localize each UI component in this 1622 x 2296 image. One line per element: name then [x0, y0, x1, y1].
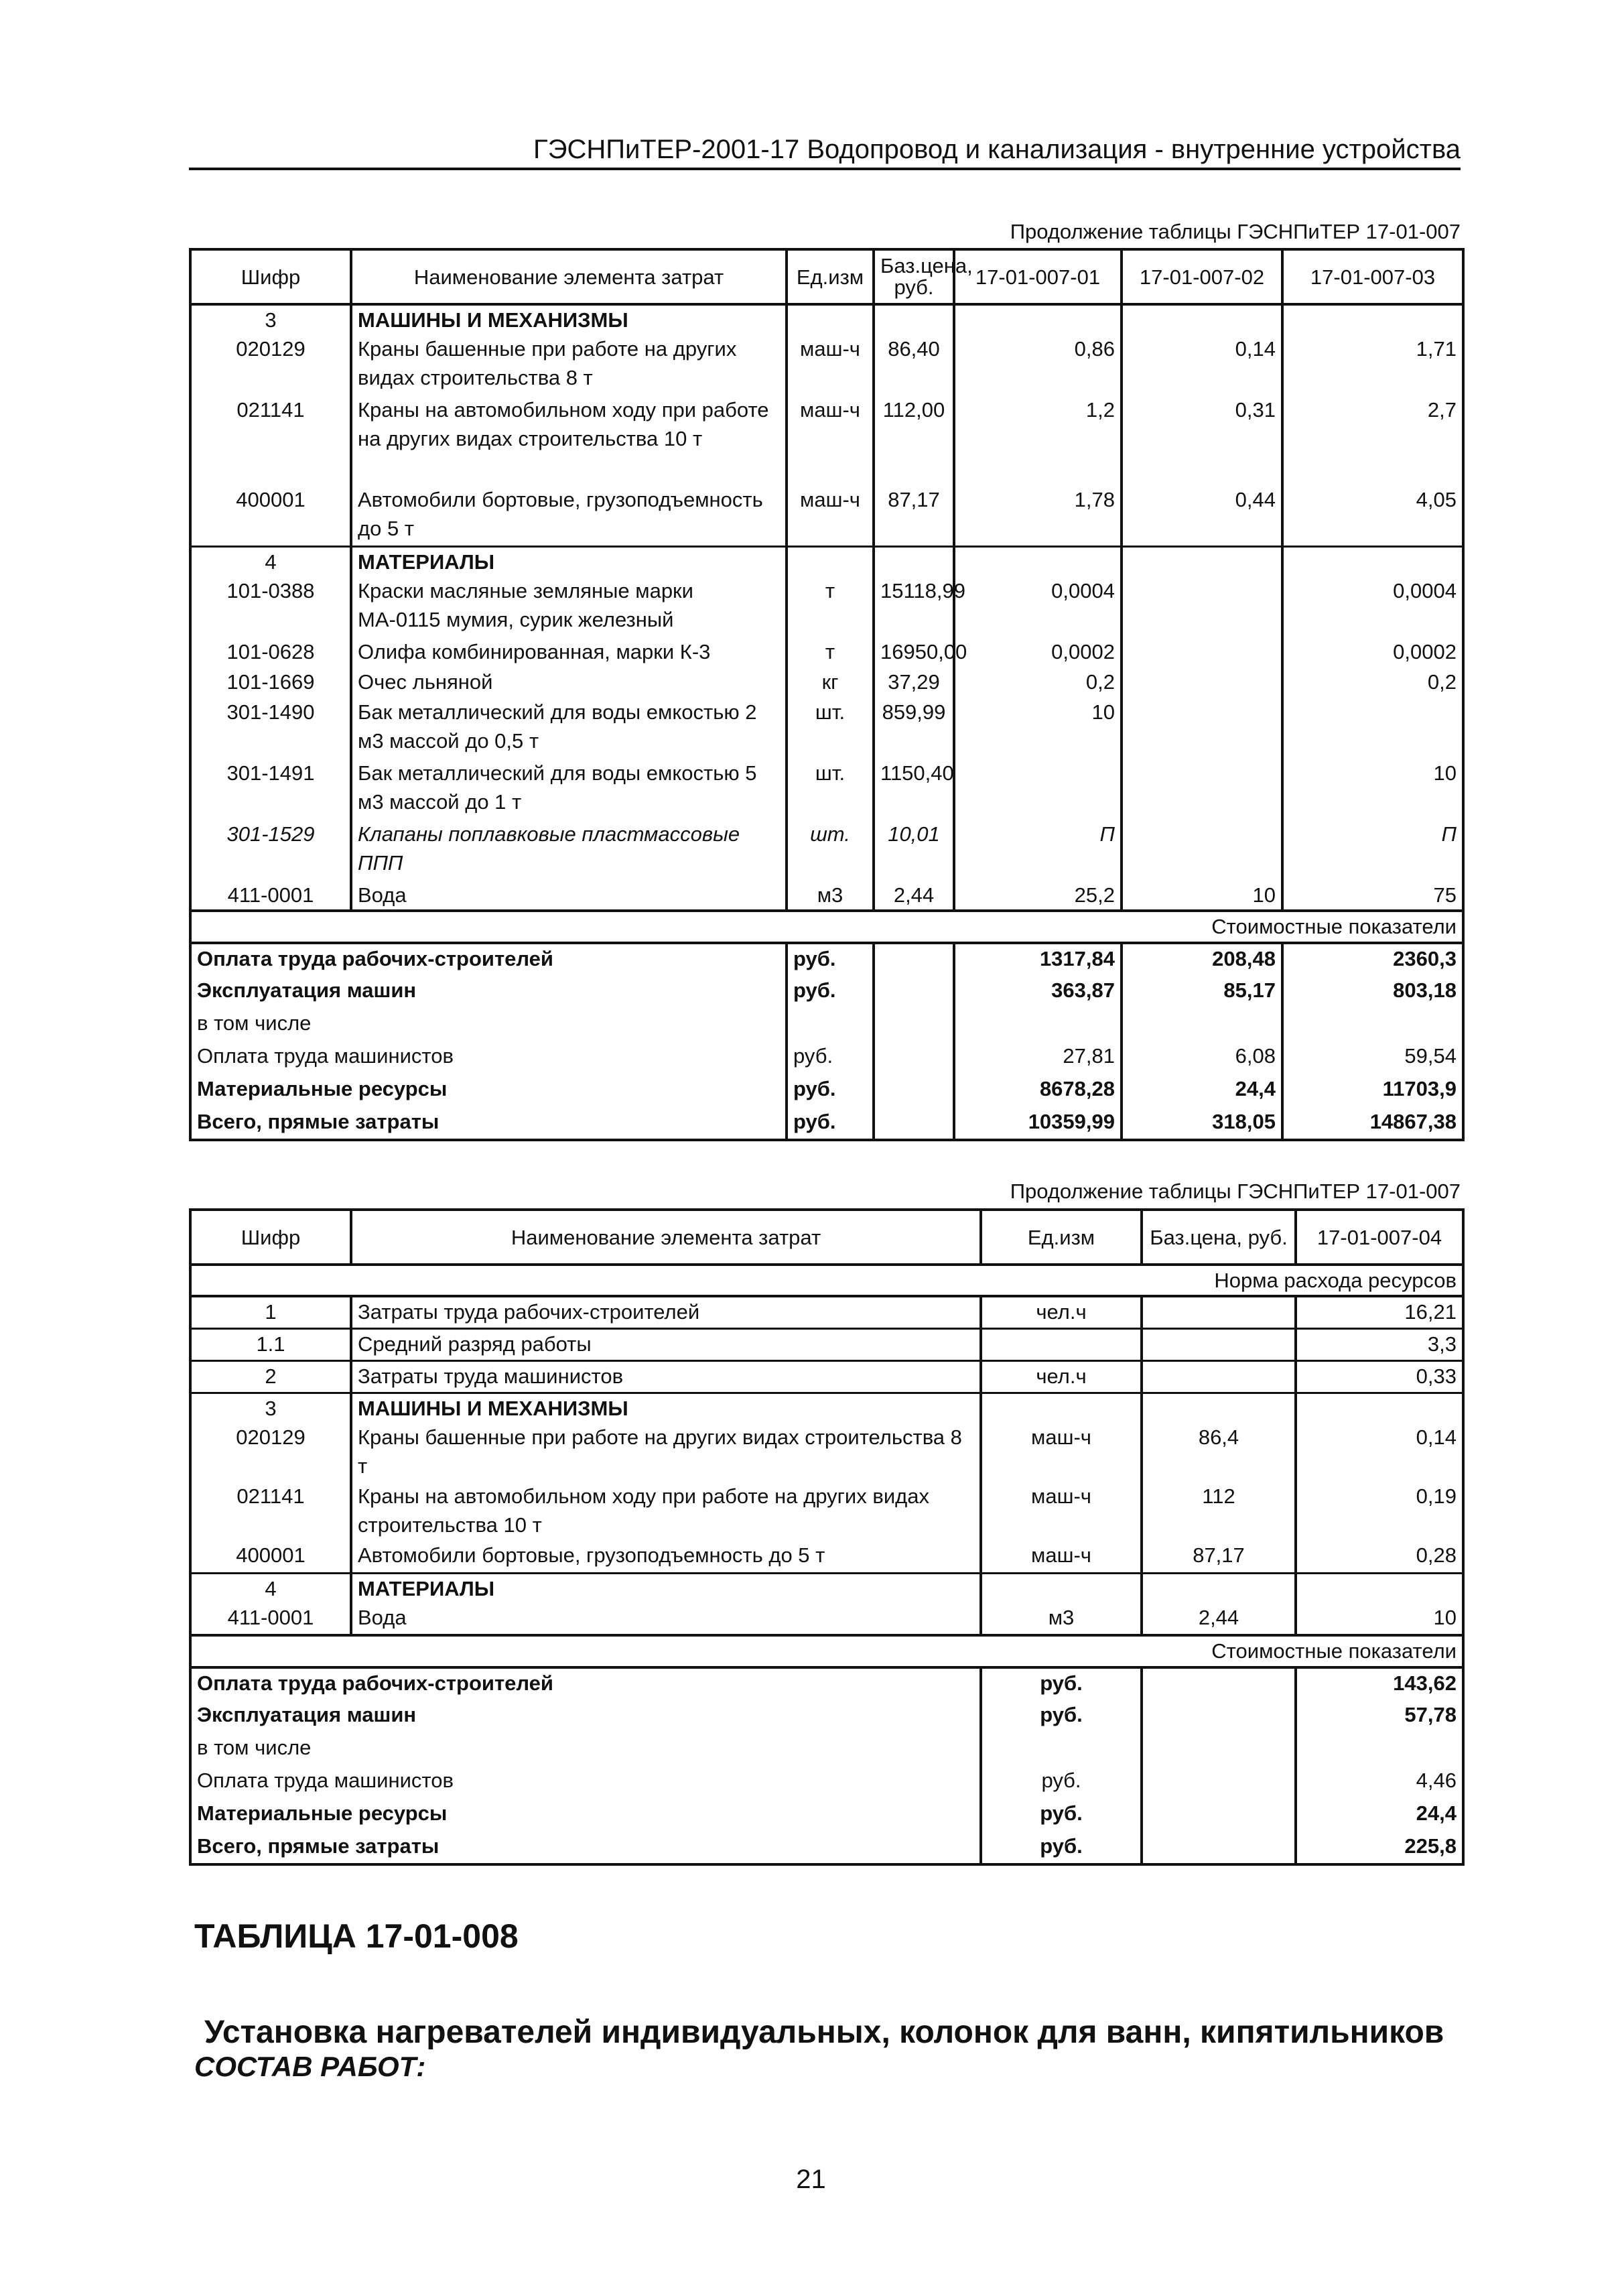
- row-value-3: П: [1282, 820, 1463, 881]
- row-code: 101-0628: [190, 637, 351, 667]
- summary-row: [190, 1009, 1463, 1041]
- table-row: [190, 1393, 1463, 1423]
- summary-value-1: 363,87: [954, 976, 1122, 1009]
- row-code: 021141: [190, 1482, 351, 1541]
- summary-value-4: 143,62: [1296, 1667, 1463, 1700]
- summary-unit: руб.: [981, 1832, 1142, 1864]
- summary-unit: руб.: [981, 1700, 1142, 1733]
- row-unit: [981, 1393, 1142, 1423]
- row-unit: м3: [981, 1603, 1142, 1635]
- row-price: [1142, 1360, 1296, 1393]
- row-price: 86,40: [874, 334, 954, 395]
- row-name: Затраты труда машинистов: [351, 1360, 981, 1393]
- row-value-2: 0,31: [1122, 395, 1282, 485]
- row-value-4: 0,19: [1296, 1482, 1463, 1541]
- stat-label: Стоимостные показатели: [190, 1635, 1463, 1667]
- summary-empty: [1142, 1667, 1296, 1700]
- row-unit: шт.: [787, 698, 874, 759]
- row-value-4: [1296, 1393, 1463, 1423]
- row-code: 2: [190, 1360, 351, 1393]
- table-row: [190, 1573, 1463, 1603]
- row-value-1: 0,86: [954, 334, 1122, 395]
- row-value-4: 0,28: [1296, 1541, 1463, 1573]
- row-value-1: П: [954, 820, 1122, 881]
- summary-value-2: 6,08: [1122, 1041, 1282, 1074]
- row-value-1: 0,0004: [954, 576, 1122, 637]
- row-value-1: 25,2: [954, 881, 1122, 911]
- table-row: [190, 637, 1463, 667]
- summary-unit: [981, 1733, 1142, 1766]
- summary-unit: руб.: [787, 1074, 874, 1107]
- row-code: 101-0388: [190, 576, 351, 637]
- row-code: 400001: [190, 1541, 351, 1573]
- row-price: [1142, 1296, 1296, 1328]
- summary-empty: [874, 1009, 954, 1041]
- row-value-3: [1282, 546, 1463, 576]
- summary-empty: [874, 943, 954, 976]
- summary-value-4: 57,78: [1296, 1700, 1463, 1733]
- row-unit: т: [787, 637, 874, 667]
- summary-empty: [874, 1041, 954, 1074]
- summary-row: [190, 976, 1463, 1009]
- col-price-header: Баз.цена, руб.: [1142, 1210, 1296, 1265]
- row-value-3: 75: [1282, 881, 1463, 911]
- row-value-2: [1122, 698, 1282, 759]
- row-price: 2,44: [1142, 1603, 1296, 1635]
- table-row: [190, 1360, 1463, 1393]
- summary-value-2: 85,17: [1122, 976, 1282, 1009]
- table-row: [190, 1296, 1463, 1328]
- table-row: [190, 667, 1463, 698]
- row-name: Бак металлический для воды емкостью 2 м3 массой до 0,5 т: [351, 698, 787, 759]
- summary-row: [190, 1832, 1463, 1864]
- table-row: [190, 576, 1463, 637]
- row-name: Вода: [351, 881, 787, 911]
- summary-unit: руб.: [787, 943, 874, 976]
- row-name: Очес льняной: [351, 667, 787, 698]
- summary-label: Всего, прямые затраты: [190, 1107, 787, 1140]
- summary-unit: [787, 1009, 874, 1041]
- summary-value-1: 27,81: [954, 1041, 1122, 1074]
- summary-empty: [1142, 1766, 1296, 1799]
- row-unit: маш-ч: [787, 334, 874, 395]
- summary-row: [190, 1074, 1463, 1107]
- summary-label: Оплата труда рабочих-строителей: [190, 943, 787, 976]
- row-name: Бак металлический для воды емкостью 5 м3 массой до 1 т: [351, 759, 787, 820]
- table2-stat-row: [190, 1635, 1463, 1667]
- row-code: 101-1669: [190, 667, 351, 698]
- row-price: 112: [1142, 1482, 1296, 1541]
- row-code: 1.1: [190, 1328, 351, 1360]
- summary-value-4: 4,46: [1296, 1766, 1463, 1799]
- summary-row: [190, 1799, 1463, 1832]
- row-value-3: [1282, 698, 1463, 759]
- row-code: 020129: [190, 1423, 351, 1482]
- table-row: [190, 1541, 1463, 1573]
- summary-unit: руб.: [981, 1766, 1142, 1799]
- summary-value-1: 8678,28: [954, 1074, 1122, 1107]
- summary-value-4: [1296, 1733, 1463, 1766]
- row-price: [1142, 1573, 1296, 1603]
- summary-empty: [874, 1107, 954, 1140]
- summary-label: Материальные ресурсы: [190, 1799, 981, 1832]
- summary-value-1: 10359,99: [954, 1107, 1122, 1140]
- summary-value-1: 1317,84: [954, 943, 1122, 976]
- col-code-header: Шифр: [190, 1210, 351, 1265]
- row-unit: [981, 1328, 1142, 1360]
- row-value-3: 4,05: [1282, 485, 1463, 546]
- row-price: 112,00: [874, 395, 954, 485]
- row-unit: кг: [787, 667, 874, 698]
- table-row: [190, 759, 1463, 820]
- row-value-2: [1122, 820, 1282, 881]
- row-price: 859,99: [874, 698, 954, 759]
- section-subtitle: Установка нагревателей индивидуальных, колонок для ванн, кипятильников: [204, 2015, 1444, 2050]
- row-code: 411-0001: [190, 1603, 351, 1635]
- table-row: [190, 1482, 1463, 1541]
- norm-label: Норма расхода ресурсов: [190, 1265, 1463, 1296]
- summary-label: Оплата труда рабочих-строителей: [190, 1667, 981, 1700]
- col-c3-header: 17-01-007-03: [1282, 249, 1463, 304]
- summary-value-3: 59,54: [1282, 1041, 1463, 1074]
- row-value-2: [1122, 667, 1282, 698]
- summary-value-3: 2360,3: [1282, 943, 1463, 976]
- row-code: 3: [190, 304, 351, 334]
- row-unit: маш-ч: [981, 1482, 1142, 1541]
- row-code: 021141: [190, 395, 351, 485]
- summary-value-4: 225,8: [1296, 1832, 1463, 1864]
- row-value-3: 2,7: [1282, 395, 1463, 485]
- row-value-2: 0,14: [1122, 334, 1282, 395]
- summary-label: Оплата труда машинистов: [190, 1766, 981, 1799]
- row-price: [1142, 1393, 1296, 1423]
- table-row: [190, 304, 1463, 334]
- row-value-2: [1122, 304, 1282, 334]
- summary-empty: [1142, 1832, 1296, 1864]
- row-value-3: 10: [1282, 759, 1463, 820]
- row-name: Затраты труда рабочих-строителей: [351, 1296, 981, 1328]
- row-price: [874, 304, 954, 334]
- row-code: 301-1529: [190, 820, 351, 881]
- summary-value-4: 24,4: [1296, 1799, 1463, 1832]
- table1-continuation: Продолжение таблицы ГЭСНПиТЕР 17-01-007: [1010, 220, 1461, 243]
- row-name: МАТЕРИАЛЫ: [351, 1573, 981, 1603]
- row-price: 10,01: [874, 820, 954, 881]
- summary-label: Эксплуатация машин: [190, 976, 787, 1009]
- row-code: 3: [190, 1393, 351, 1423]
- row-name: Краны башенные при работе на других видах строительства 8 т: [351, 334, 787, 395]
- summary-value-3: 14867,38: [1282, 1107, 1463, 1140]
- summary-row: [190, 1733, 1463, 1766]
- row-unit: м3: [787, 881, 874, 911]
- row-price: 15118,99: [874, 576, 954, 637]
- col-c4-header: 17-01-007-04: [1296, 1210, 1463, 1265]
- row-price: [1142, 1328, 1296, 1360]
- row-value-1: 0,2: [954, 667, 1122, 698]
- row-unit: маш-ч: [981, 1541, 1142, 1573]
- col-unit-header: Ед.изм: [787, 249, 874, 304]
- row-name: Средний разряд работы: [351, 1328, 981, 1360]
- row-name: МАТЕРИАЛЫ: [351, 546, 787, 576]
- row-value-1: 1,78: [954, 485, 1122, 546]
- row-value-4: 3,3: [1296, 1328, 1463, 1360]
- row-value-4: 16,21: [1296, 1296, 1463, 1328]
- col-c2-header: 17-01-007-02: [1122, 249, 1282, 304]
- row-value-2: [1122, 637, 1282, 667]
- summary-value-2: 24,4: [1122, 1074, 1282, 1107]
- summary-value-2: 318,05: [1122, 1107, 1282, 1140]
- row-value-4: [1296, 1573, 1463, 1603]
- row-code: 400001: [190, 485, 351, 546]
- summary-empty: [1142, 1700, 1296, 1733]
- summary-empty: [874, 1074, 954, 1107]
- row-name: Клапаны поплавковые пластмассовые ППП: [351, 820, 787, 881]
- row-value-2: [1122, 546, 1282, 576]
- row-value-1: 10: [954, 698, 1122, 759]
- summary-unit: руб.: [981, 1799, 1142, 1832]
- table-row: [190, 546, 1463, 576]
- summary-value-2: [1122, 1009, 1282, 1041]
- summary-empty: [1142, 1799, 1296, 1832]
- table-row: [190, 485, 1463, 546]
- row-value-4: 0,33: [1296, 1360, 1463, 1393]
- summary-label: Материальные ресурсы: [190, 1074, 787, 1107]
- col-name-header: Наименование элемента затрат: [351, 249, 787, 304]
- row-value-2: 0,44: [1122, 485, 1282, 546]
- table-row: [190, 881, 1463, 911]
- row-value-3: 0,0004: [1282, 576, 1463, 637]
- row-unit: [787, 546, 874, 576]
- col-c1-header: 17-01-007-01: [954, 249, 1122, 304]
- row-value-3: 1,71: [1282, 334, 1463, 395]
- summary-unit: руб.: [787, 1041, 874, 1074]
- table-row: [190, 1423, 1463, 1482]
- page-header: [189, 133, 1461, 170]
- row-price: 87,17: [1142, 1541, 1296, 1573]
- row-price: 2,44: [874, 881, 954, 911]
- row-value-1: [954, 304, 1122, 334]
- row-code: 4: [190, 1573, 351, 1603]
- table1: [189, 248, 1465, 1141]
- row-name: Краны на автомобильном ходу при работе на других видах строительства 10 т: [351, 1482, 981, 1541]
- row-price: 37,29: [874, 667, 954, 698]
- col-price-header: Баз.цена, руб.: [874, 249, 954, 304]
- row-code: 4: [190, 546, 351, 576]
- summary-value-3: 803,18: [1282, 976, 1463, 1009]
- row-name: Вода: [351, 1603, 981, 1635]
- row-unit: т: [787, 576, 874, 637]
- row-price: 86,4: [1142, 1423, 1296, 1482]
- row-value-1: [954, 759, 1122, 820]
- table2: [189, 1208, 1465, 1866]
- col-name-header: Наименование элемента затрат: [351, 1210, 981, 1265]
- table-row: [190, 1603, 1463, 1635]
- row-value-1: [954, 546, 1122, 576]
- row-value-1: 1,2: [954, 395, 1122, 485]
- summary-value-1: [954, 1009, 1122, 1041]
- summary-label: в том числе: [190, 1009, 787, 1041]
- row-unit: [981, 1573, 1142, 1603]
- row-name: МАШИНЫ И МЕХАНИЗМЫ: [351, 1393, 981, 1423]
- summary-row: [190, 1041, 1463, 1074]
- table-row: [190, 395, 1463, 485]
- section-sostav: СОСТАВ РАБОТ:: [194, 2051, 426, 2082]
- row-value-2: [1122, 576, 1282, 637]
- summary-empty: [1142, 1733, 1296, 1766]
- summary-unit: руб.: [787, 976, 874, 1009]
- summary-value-3: [1282, 1009, 1463, 1041]
- row-value-4: 0,14: [1296, 1423, 1463, 1482]
- row-code: 020129: [190, 334, 351, 395]
- summary-value-3: 11703,9: [1282, 1074, 1463, 1107]
- col-code-header: Шифр: [190, 249, 351, 304]
- row-unit: чел.ч: [981, 1360, 1142, 1393]
- summary-unit: руб.: [981, 1667, 1142, 1700]
- row-value-3: [1282, 304, 1463, 334]
- row-code: 1: [190, 1296, 351, 1328]
- summary-label: в том числе: [190, 1733, 981, 1766]
- row-name: Олифа комбинированная, марки К-3: [351, 637, 787, 667]
- row-value-2: 10: [1122, 881, 1282, 911]
- summary-row: [190, 1107, 1463, 1140]
- table-row: [190, 820, 1463, 881]
- summary-value-2: 208,48: [1122, 943, 1282, 976]
- table-row: [190, 1328, 1463, 1360]
- row-price: 16950,00: [874, 637, 954, 667]
- page-number: 21: [796, 2165, 826, 2194]
- row-unit: шт.: [787, 820, 874, 881]
- stat-label: Стоимостные показатели: [190, 911, 1463, 943]
- row-unit: шт.: [787, 759, 874, 820]
- row-price: [874, 546, 954, 576]
- row-unit: маш-ч: [787, 395, 874, 485]
- row-unit: чел.ч: [981, 1296, 1142, 1328]
- row-name: Автомобили бортовые, грузоподъемность до 5 т: [351, 485, 787, 546]
- row-value-4: 10: [1296, 1603, 1463, 1635]
- summary-label: Всего, прямые затраты: [190, 1832, 981, 1864]
- header-title: ГЭСНПиТЕР-2001-17 Водопровод и канализация - внутренние устройства: [533, 135, 1461, 164]
- row-unit: маш-ч: [981, 1423, 1142, 1482]
- row-code: 411-0001: [190, 881, 351, 911]
- summary-row: [190, 943, 1463, 976]
- table-row: [190, 334, 1463, 395]
- row-code: 301-1491: [190, 759, 351, 820]
- summary-row: [190, 1700, 1463, 1733]
- table-row: [190, 698, 1463, 759]
- summary-row: [190, 1667, 1463, 1700]
- row-name: Краны на автомобильном ходу при работе на других видах строительства 10 т: [351, 395, 787, 485]
- summary-empty: [874, 976, 954, 1009]
- row-unit: маш-ч: [787, 485, 874, 546]
- row-value-2: [1122, 759, 1282, 820]
- row-code: 301-1490: [190, 698, 351, 759]
- section-title: ТАБЛИЦА 17-01-008: [194, 1917, 519, 1955]
- col-unit-header: Ед.изм: [981, 1210, 1142, 1265]
- row-value-1: 0,0002: [954, 637, 1122, 667]
- row-name: Краны башенные при работе на других видах строительства 8 т: [351, 1423, 981, 1482]
- summary-unit: руб.: [787, 1107, 874, 1140]
- table1-header-row: [190, 249, 1463, 304]
- row-name: Автомобили бортовые, грузоподъемность до 5 т: [351, 1541, 981, 1573]
- row-unit: [787, 304, 874, 334]
- summary-row: [190, 1766, 1463, 1799]
- table2-continuation: Продолжение таблицы ГЭСНПиТЕР 17-01-007: [1010, 1179, 1461, 1203]
- table2-norm-row: [190, 1265, 1463, 1296]
- row-name: Краски масляные земляные марки МА-0115 мумия, сурик железный: [351, 576, 787, 637]
- summary-label: Эксплуатация машин: [190, 1700, 981, 1733]
- row-price: 1150,40: [874, 759, 954, 820]
- table2-header-row: [190, 1210, 1463, 1265]
- row-name: МАШИНЫ И МЕХАНИЗМЫ: [351, 304, 787, 334]
- summary-label: Оплата труда машинистов: [190, 1041, 787, 1074]
- table1-stat-row: [190, 911, 1463, 943]
- row-value-3: 0,2: [1282, 667, 1463, 698]
- row-value-3: 0,0002: [1282, 637, 1463, 667]
- row-price: 87,17: [874, 485, 954, 546]
